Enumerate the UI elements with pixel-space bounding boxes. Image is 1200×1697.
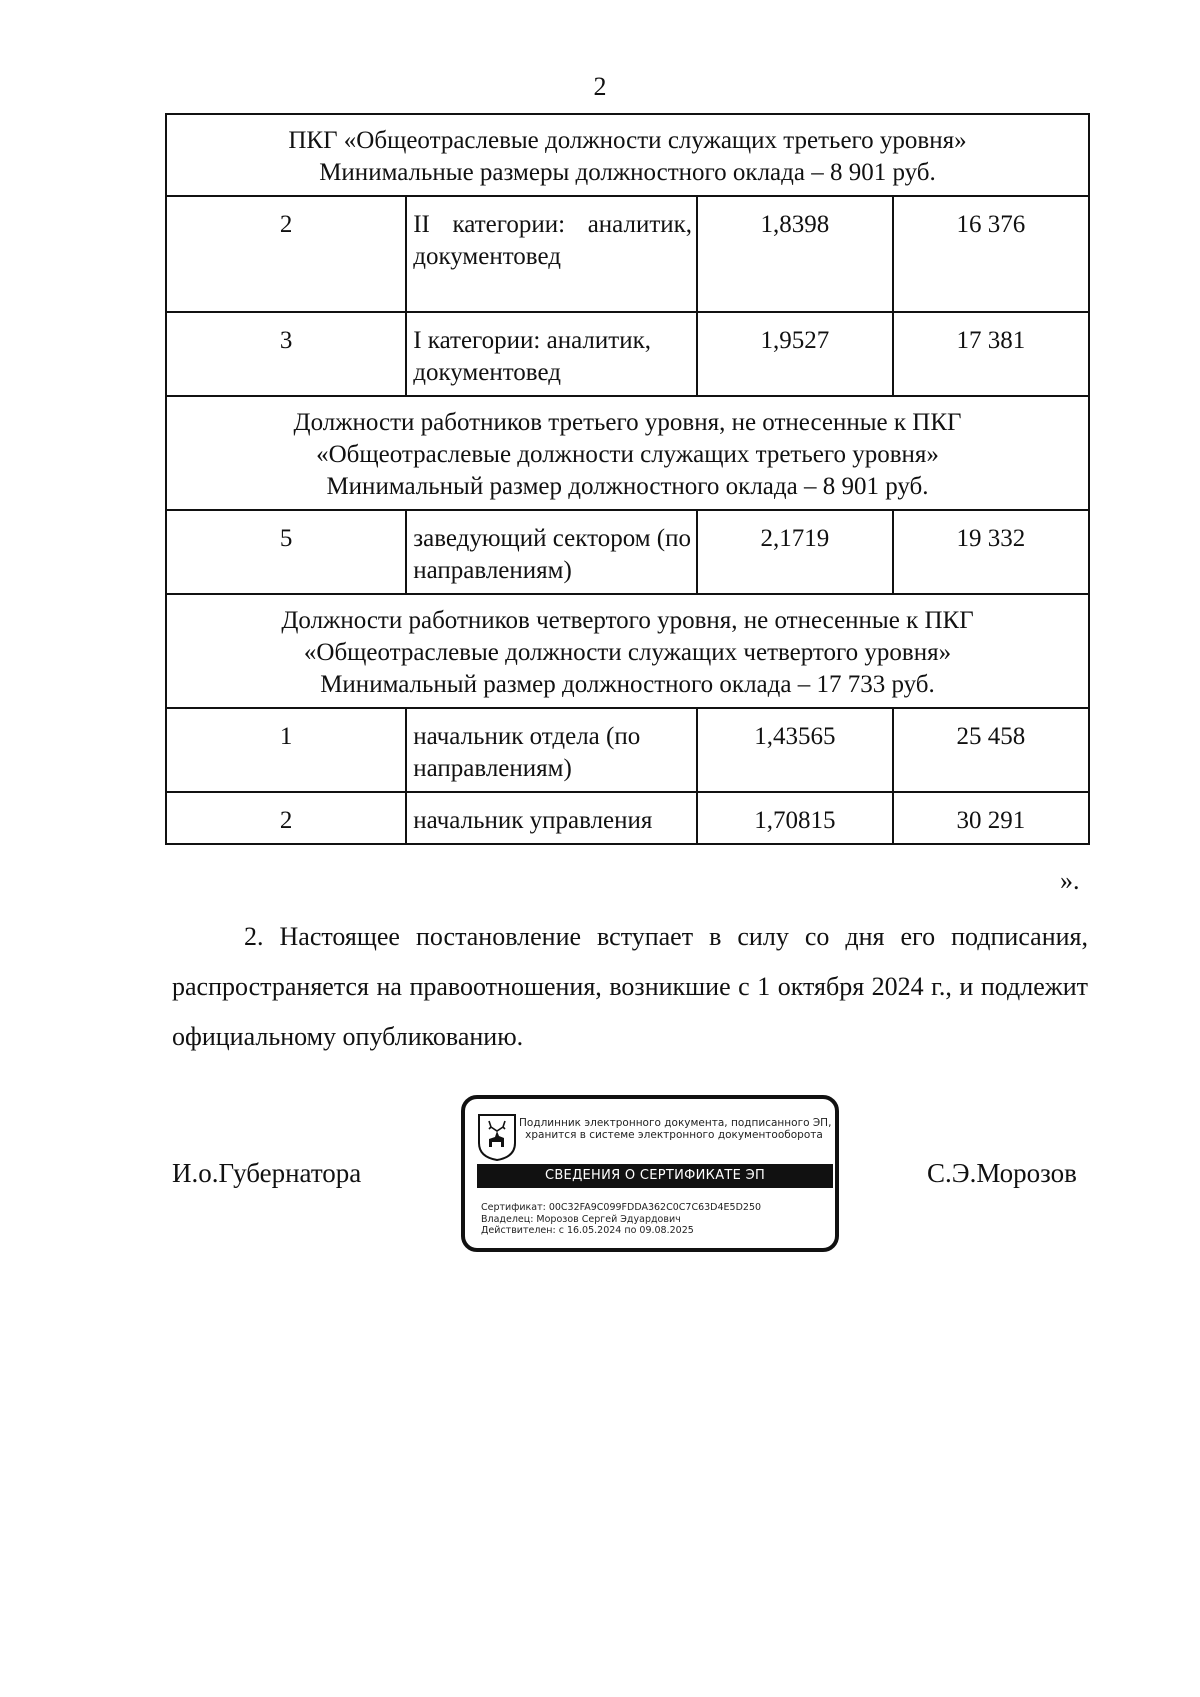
section-header-line: ПКГ «Общеотраслевые должности служащих третьего уровня» (288, 127, 967, 154)
stamp-text-line: Подлинник электронного документа, подписанного ЭП, (519, 1117, 832, 1129)
stamp-text-line: хранится в системе электронного документооборота (525, 1129, 823, 1141)
row-salary: 30 291 (893, 792, 1089, 844)
section-header-cell (166, 594, 1089, 708)
row-title: заведующий сектором (по направлениям) (406, 510, 697, 594)
table-row (166, 312, 1089, 396)
row-title: II категории: аналитик, документовед (406, 196, 697, 312)
section-header-cell (166, 114, 1089, 196)
row-coefficient: 2,1719 (697, 510, 893, 594)
row-salary: 19 332 (893, 510, 1089, 594)
stamp-certificate-number: Сертификат: 00C32FA9C099FDDA362C0C7C63D4E5D250 (481, 1202, 762, 1213)
row-title: начальник управления (406, 792, 697, 844)
section-header-line: Должности работников третьего уровня, не отнесенные к ПКГ (293, 409, 962, 436)
section-header-line: «Общеотраслевые должности служащих третьего уровня» (316, 441, 939, 468)
section-header-line: Минимальный размер должностного оклада – 17 733 руб. (320, 671, 935, 698)
table-row (166, 792, 1089, 844)
section-header-line: Должности работников четвертого уровня, не отнесенные к ПКГ (281, 607, 974, 634)
table-section-header (166, 396, 1089, 510)
row-coefficient: 1,9527 (697, 312, 893, 396)
row-coefficient: 1,70815 (697, 792, 893, 844)
stamp-owner: Владелец: Морозов Сергей Эдуардович (481, 1213, 681, 1225)
section-header-line: Минимальные размеры должностного оклада – 8 901 руб. (319, 159, 936, 186)
section-header-line: «Общеотраслевые должности служащих четвертого уровня» (303, 639, 952, 666)
table-row (166, 708, 1089, 792)
row-number: 5 (166, 510, 406, 594)
row-coefficient: 1,8398 (697, 196, 893, 312)
table-row (166, 510, 1089, 594)
signatory-position: И.о.Губернатора (172, 1158, 362, 1188)
page-number: 2 (593, 72, 607, 101)
stamp-validity: Действителен: с 16.05.2024 по 09.08.2025 (481, 1225, 694, 1236)
deer-emblem-icon (477, 1113, 517, 1161)
electronic-signature-stamp (461, 1095, 839, 1252)
closing-quote: ». (1060, 866, 1080, 895)
salary-table (165, 113, 1090, 845)
stamp-details (481, 1202, 761, 1237)
row-coefficient: 1,43565 (697, 708, 893, 792)
row-salary: 16 376 (893, 196, 1089, 312)
table-section-header (166, 594, 1089, 708)
row-title: I категории: аналитик, документовед (406, 312, 697, 396)
row-number: 1 (166, 708, 406, 792)
signatory-name: С.Э.Морозов (927, 1158, 1077, 1188)
table-row (166, 196, 1089, 312)
row-number: 3 (166, 312, 406, 396)
row-salary: 17 381 (893, 312, 1089, 396)
table-section-header (166, 114, 1089, 196)
section-header-line: Минимальный размер должностного оклада – 8 901 руб. (326, 473, 929, 500)
row-number: 2 (166, 196, 406, 312)
row-number: 2 (166, 792, 406, 844)
row-title: начальник отдела (по направлениям) (406, 708, 697, 792)
stamp-certificate-title: СВЕДЕНИЯ О СЕРТИФИКАТЕ ЭП (477, 1164, 833, 1188)
section-header-cell (166, 396, 1089, 510)
row-salary: 25 458 (893, 708, 1089, 792)
effective-date-paragraph: 2. Настоящее постановление вступает в силу со дня его подписания, распространяется на правоотношения, возникшие с 1 октября 2024 г., и подлежит официальному опубликованию. (172, 922, 1088, 1051)
